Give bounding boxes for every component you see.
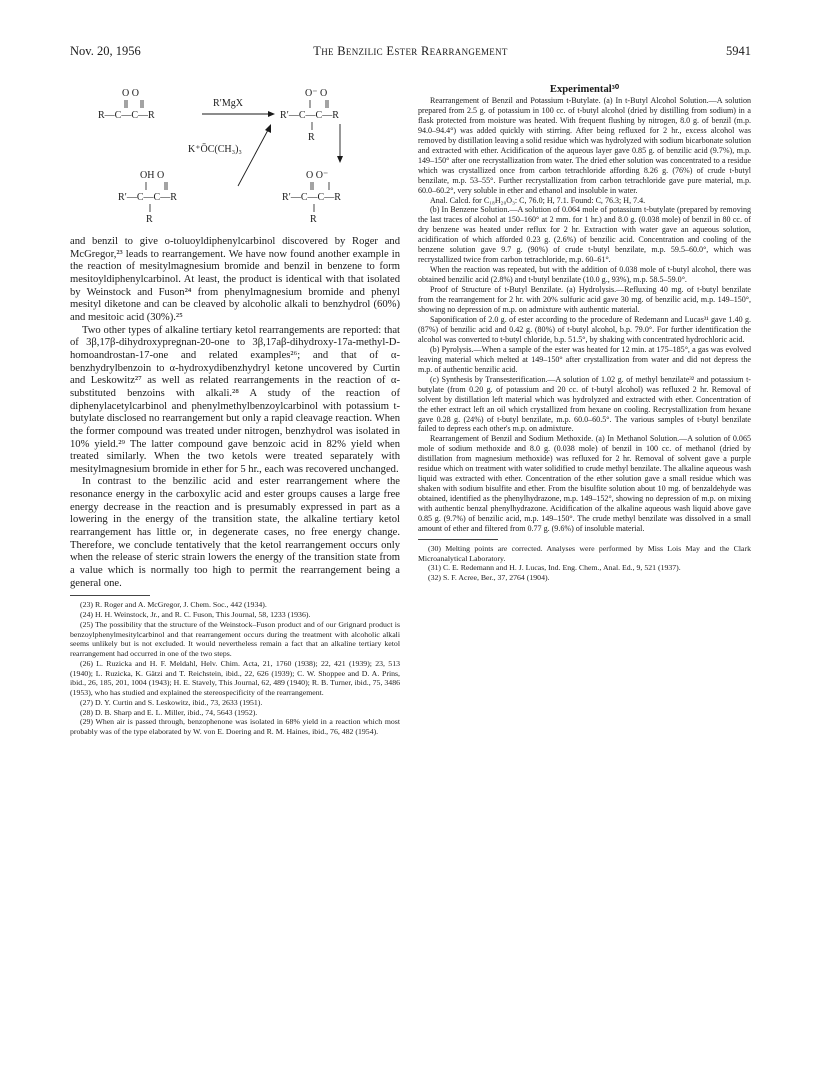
scheme-reagent-butylate: K⁺ŌC(CH₃)₃: [188, 144, 242, 155]
right-paragraph: Rearrangement of Benzil and Sodium Methoxide. (a) In Methanol Solution.—A solution of 0.065 mole of sodium methoxide and 8.0 g. (0.038 mole) of benzil in 100 cc. of methanol (dried by distillation from magnesium methoxide) was refluxed for 2 hr. Removal of solvent gave a purple residue which on treatment with water solidified to crude methyl benzilate. The alkaline aqueous wash liquid was extracted with ether. Concentration of the ether solution gave a small residue which was shaken with sodium bisulfite and ether. From the bisulfite solution about 10 mg. of benzaldehyde was obtained, identified as the phenylhydrazone, m.p. 149–152°, showing no depression of m.p. on mixing with authentic benzal phenylhydrazone. Acidification of the alkaline aqueous wash liquid above gave 0.85 g. (9.7%) of benzilic acid, m.p. 149–150°. The crude methyl benzilate was dissolved in a small amount of ether and filtered from 0.77 g. (9.6%) of insoluble material.: [418, 434, 751, 533]
scheme-bottom-left-formula: R′—C—C—R: [118, 192, 177, 203]
scheme-bottom-right-oxygens: O O⁻: [306, 170, 329, 181]
right-paragraph: (b) In Benzene Solution.—A solution of 0.064 mole of potassium t-butylate (prepared by removing the last traces of alcohol at 150–160° at 2 mm. for 1 hr.) and 8.0 g. (0.038 mole) of benzil in 80 cc. of dry benzene was heated under reflux for 2 hr. Extraction with water gave an aqueous solution, acidification of which afforded 0.23 g. (2.6%) of benzilic acid. Concentration and cooling of the benzene solution gave 9.7 g. (90%) of crude t-butyl benzilate, m.p. 59.5–60.0°, which was recrystallized twice from carbon tetrachloride, m.p. 60–61°.: [418, 205, 751, 265]
footnote: (27) D. Y. Curtin and S. Leskowitz, ibid., 73, 2633 (1951).: [80, 697, 263, 707]
reaction-scheme: [70, 78, 400, 236]
scheme-top-right-formula: R′—C—C—R: [280, 110, 339, 121]
footnote-rule: [418, 539, 498, 540]
header-date: Nov. 20, 1956: [70, 44, 141, 58]
right-paragraph: Rearrangement of Benzil and Potassium t-Butylate. (a) In t-Butyl Alcohol Solution.—A solution prepared from 2.5 g. of potassium in 100 cc. of t-butyl alcohol (dried by distilling from sodium) in a flask protected from moisture was heated. With frequent flushing by nitrogen, 8.0 g. of benzil (m.p. 94.0–94.4°) was added quickly with stirring. After being refluxed for 2 hr., excess alcohol was removed by distillation leaving a solid residue which was hydrolyzed with sodium bicarbonate solution and extracted with ether. Acidification of the aqueous layer gave 0.85 g. of benzilic acid (9.7%), m.p. 149–150° after one recrystallization from water. The dried ether solution was concentrated to a residue which was crystallized once from carbon tetrachloride affording 8.26 g. (76%) of crude t-butyl benzilate, m.p. 53–55°. Further recrystallization from carbon tetrachloride gave pure material, m.p. 60.0–60.2°, very soluble in ether and ethanol and insoluble in water.: [418, 96, 751, 195]
left-paragraph: Two other types of alkaline tertiary ketol rearrangements are reported: that of 3β,17β-dihydroxypregnan-20-one to 3β,17aβ-dihydroxy-17a-methyl-D-homoandrostan-17-one and related examples²⁶; and that of α-benzhydrylbenzoin to α-hydroxydibenzhydryl ketone uncovered by Curtin and Leskowitz²⁷ as well as related rearrangements in the reaction of α-substituted benzoins with alkali.²⁸ A study of the reaction of diphenylacetylcarbinol and phenylmethylbenzoylcarbinol with potassium t-butylate disclosed no rearrangement but only a rapid cleavage reaction. When the former compound was treated under nitrogen, benzhydrol was isolated in 10% yield.²⁹ The latter compound gave benzoic acid in 82% yield when treated similarly. When the two ketols were treated separately with mesitylmagnesium bromide in ether for 5 hr., each was recovered unchanged.: [70, 324, 400, 475]
left-paragraph: and benzil to give o-toluoyldiphenylcarbinol discovered by Roger and McGregor,²³ leads to rearrangement. We have now found another example in the reaction of mesitylmagnesium bromide and benzil in benzene to form mesitoyldiphenylcarbinol. At least, the product is identical with that isolated by Weinstock and Fuson²⁴ from phenylmagnesium bromide and phenyl mesityl diketone and can be cleaved by alcoholic alkali to benzhydrol (60%) and mesitoic acid (30%).²⁵: [70, 236, 400, 323]
footnote: (26) L. Ruzicka and H. F. Meldahl, Helv. Chim. Acta, 21, 1760 (1938); 22, 421 (1939); 23, 513 (1940); L. Ruzicka, K. Gätzi and T. Reichstein, ibid., 22, 626 (1939); C. W. Shoppee and D. A. Prins, ibid., 26, 185, 201, 1004 (1943); H. E. Stavely, This Journal, 62, 489 (1940); R. B. Turner, ibid., 75, 3486 (1953), who has studied and explained the stereospecificity of the rearrangement.: [70, 658, 400, 698]
page-header: [70, 44, 751, 62]
scheme-reagent-grignard: R′MgX: [213, 98, 243, 109]
footnote: (25) The possibility that the structure of the Weinstock–Fuson product and of our Grignard product is benzoylphenylmesitylcarbinol and that rearrangement occurs during the treatment with alcoholic alkali seems unlikely but is not excluded. It would nevertheless remain a fact that an alkaline tertiary ketol rearrangement had occurred in one of the two steps.: [70, 619, 400, 659]
scheme-bottom-left-substituent: R: [146, 214, 153, 225]
left-column: [70, 78, 400, 737]
right-column: [418, 78, 751, 583]
right-paragraph: Saponification of 2.0 g. of ester according to the procedure of Redemann and Lucas³¹ gave 1.40 g. (87%) of benzilic acid and 0.42 g. (80%) of t-butyl alcohol, b.p. 79.0°. For further identification the alcohol was converted to t-butyl chloride, b.p. 51.5°, by shaking with concentrated hydrochloric acid.: [418, 314, 751, 344]
footnote: (23) R. Roger and A. McGregor, J. Chem. Soc., 442 (1934).: [80, 600, 267, 610]
footnote: (29) When air is passed through, benzophenone was isolated in 68% yield in a reaction which most probably was of the type elaborated by W. von E. Doering and R. M. Haines, ibid., 76, 482 (1954).: [70, 717, 400, 737]
scheme-bottom-left-oxygens: OH O: [140, 170, 165, 181]
right-paragraph: (b) Pyrolysis.—When a sample of the ester was heated for 12 min. at 175–185°, a gas was evolved leaving material which melted at 149–150° after crystallization from water and did not depress the m.p. of authentic benzilic acid.: [418, 344, 751, 374]
footnote: (31) C. E. Redemann and H. J. Lucas, Ind. Eng. Chem., Anal. Ed., 9, 521 (1937).: [428, 563, 681, 573]
scheme-top-left-oxygens: O O: [122, 88, 139, 99]
footnote: (32) S. F. Acree, Ber., 37, 2764 (1904).: [428, 573, 550, 583]
right-paragraph: (c) Synthesis by Transesterification.—A solution of 1.02 g. of methyl benzilate³² and potassium t-butylate (from 0.20 g. of potassium and 20 cc. of t-butyl alcohol) was refluxed 2 hr. Removal of solvent by distillation left material which was hydrolyzed and extracted with ether. Concentration of the ether extract left an oil which crystallized from hexane on cooling. Recrystallization from hexane gave 0.28 g. (24%) of t-butyl benzilate, m.p. 60.0–60.5°. The various samples of t-butyl benzilate failed to depress each other's m.p. on admixture.: [418, 374, 751, 434]
right-paragraph: Proof of Structure of t-Butyl Benzilate. (a) Hydrolysis.—Refluxing 40 mg. of t-butyl benzilate from the rearrangement for 2 hr. with 20% sulfuric acid gave 30 mg. of benzilic acid, m.p. 149–150°, showing no depression of m.p. on admixture with authentic material.: [418, 285, 751, 315]
scheme-top-right-oxygens: O⁻ O: [305, 88, 328, 99]
scheme-bottom-right-formula: R′—C—C—R: [282, 192, 341, 203]
experimental-heading: Experimental³⁰: [549, 84, 620, 95]
left-paragraph: In contrast to the benzilic acid and ester rearrangement where the resonance energy in the carboxylic acid and ester groups causes a large free energy decrease in the reaction and is presumably expressed in part as a lowering in the energy of the transition state, the alkaline tertiary ketol rearrangement has little or, in degenerate cases, no free energy change. Therefore, we conclude tentatively that the ketol rearrangement occurs only when the release of steric strain lowers the energy of the transition state from a value which is normally too high to permit the rearrangement being a general one.: [70, 476, 400, 589]
footnote: (30) Melting points are corrected. Analyses were performed by Miss Lois May and the Clark Microanalytical Laboratory.: [418, 543, 751, 563]
scheme-top-left-formula: R—C—C—R: [98, 110, 155, 121]
footnote: (28) D. B. Sharp and E. L. Miller, ibid., 74, 5643 (1952).: [80, 707, 258, 717]
scheme-top-right-substituent: R: [308, 132, 315, 143]
footnote-rule: [70, 595, 150, 596]
scheme-bottom-right-substituent: R: [310, 214, 317, 225]
footnote: (24) H. H. Weinstock, Jr., and R. C. Fuson, This Journal, 58, 1233 (1936).: [80, 610, 311, 620]
page-number: 5941: [726, 44, 751, 58]
running-title: The Benzilic Ester Rearrangement: [313, 44, 508, 58]
right-paragraph: When the reaction was repeated, but with the addition of 0.038 mole of t-butyl alcohol, there was obtained benzilic acid (2.8%) and t-butyl benzilate (10.0 g., 93%), m.p. 58.5–59.0°.: [418, 265, 751, 285]
right-paragraph: Anal. Calcd. for C₁₈H₂₀O₃: C, 76.0; H, 7.1. Found: C, 76.3; H, 7.4.: [430, 195, 646, 205]
